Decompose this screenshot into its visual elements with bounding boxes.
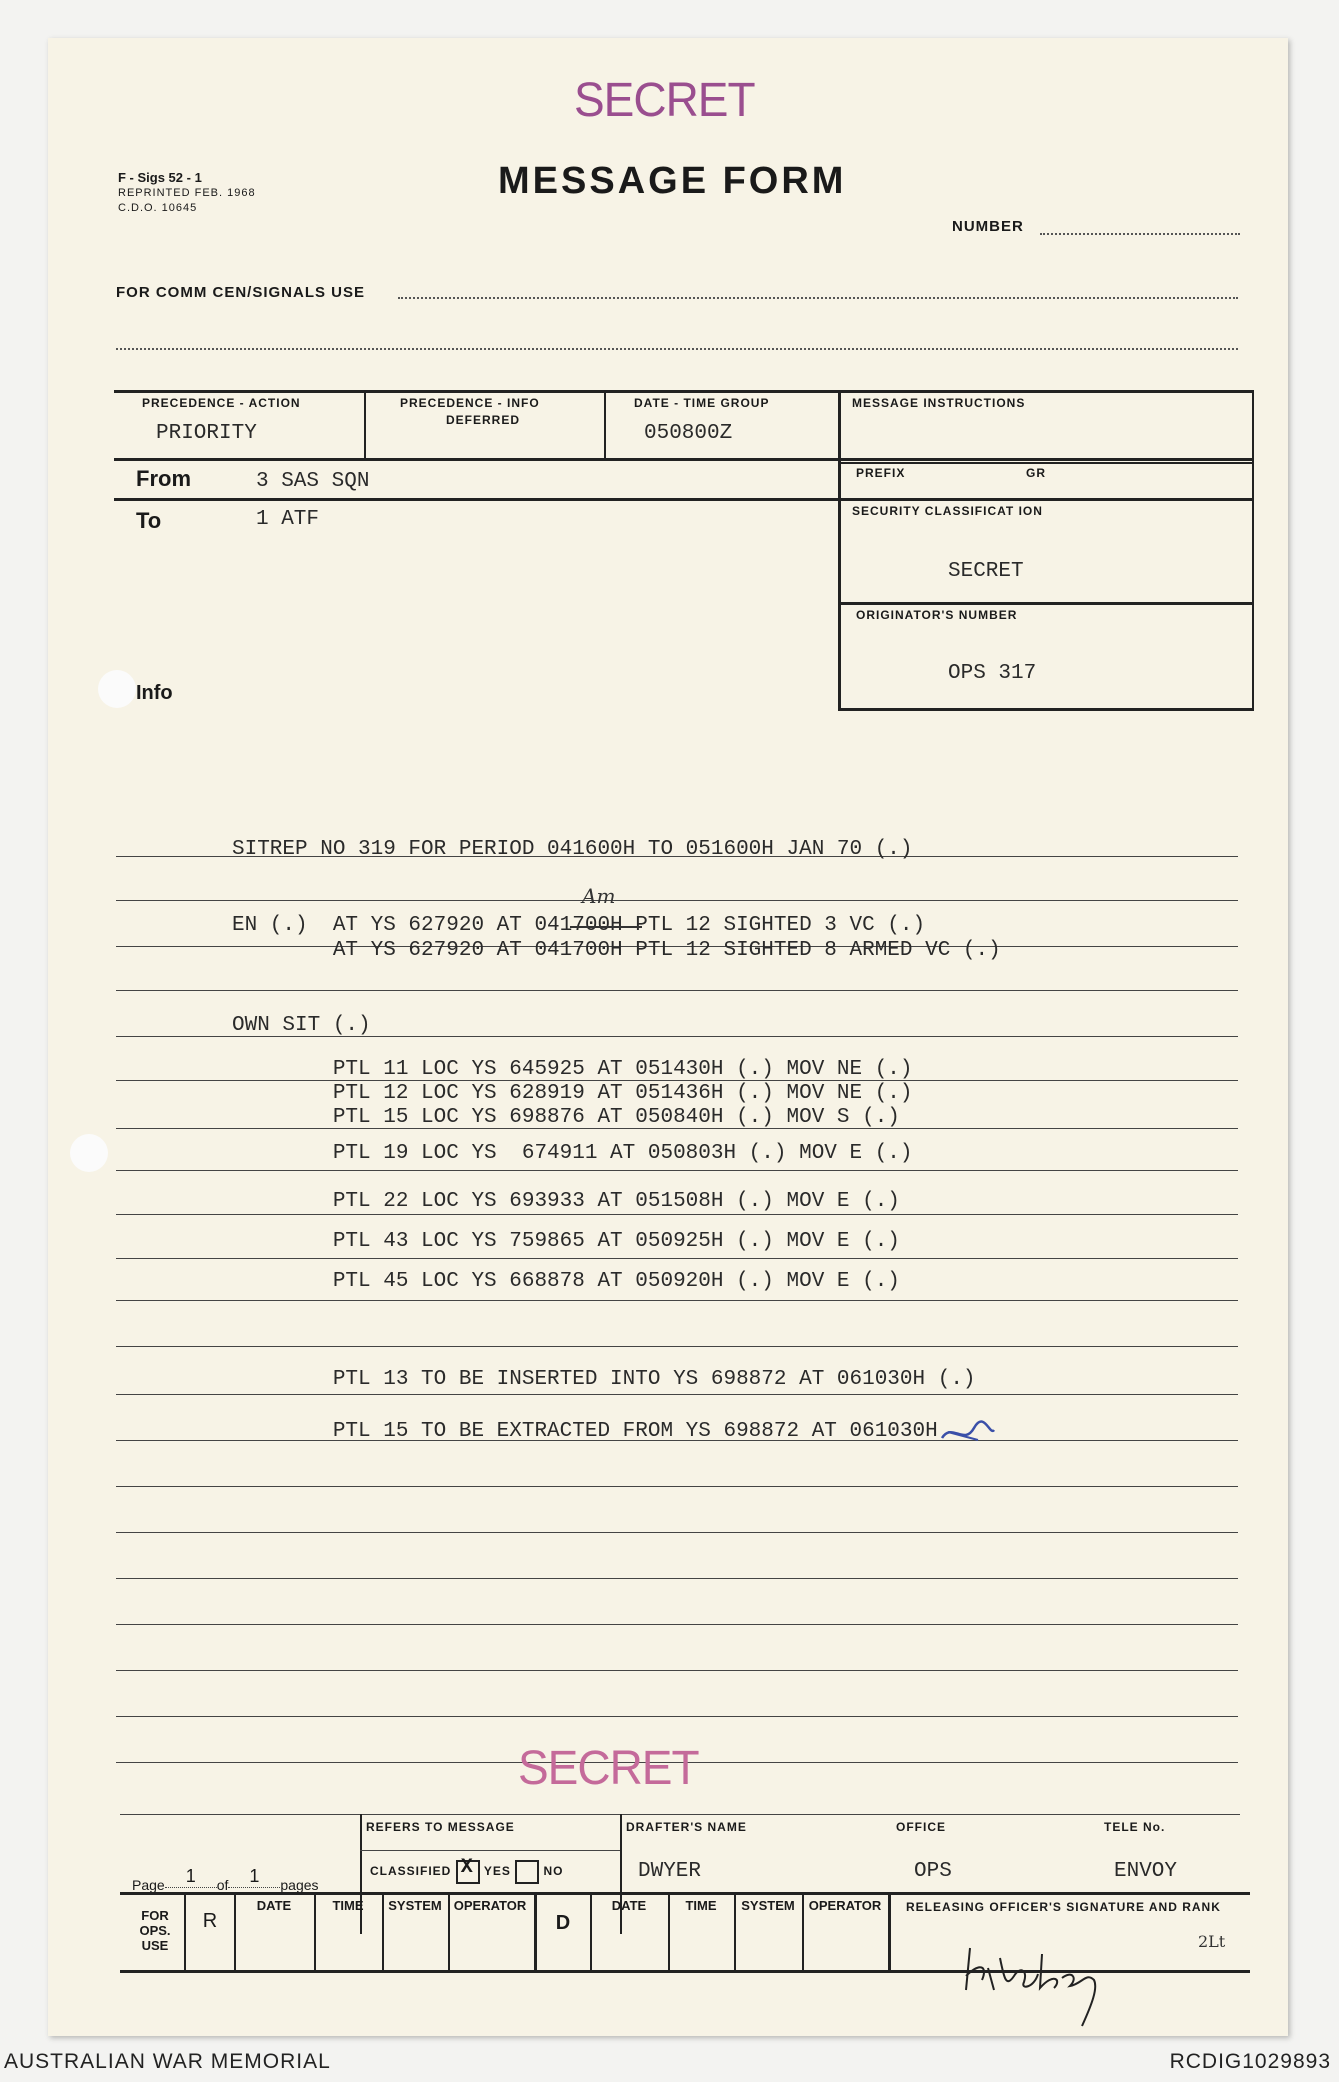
archive-credit-left: AUSTRALIAN WAR MEMORIAL	[4, 2050, 331, 2073]
page-title: MESSAGE FORM	[498, 160, 847, 202]
handwritten-correction: Am	[582, 884, 616, 908]
body-line-ptl-13: PTL 13 TO BE INSERTED INTO YS 698872 AT 061030H (.)	[232, 1368, 976, 1391]
originator-number-value: OPS 317	[948, 662, 1037, 685]
to-value: 1 ATF	[256, 508, 320, 531]
no-label: NO	[543, 1864, 564, 1879]
security-classification-label: SECURITY CLASSIFICAT ION	[852, 504, 1043, 518]
strikethrough-mark	[570, 926, 642, 928]
form-code-line1: F - Sigs 52 - 1	[118, 170, 202, 185]
dtg-value: 050800Z	[644, 422, 733, 445]
classified-label: CLASSIFIED	[370, 1864, 452, 1879]
ruled-line	[116, 1258, 1238, 1259]
ruled-line	[116, 1170, 1238, 1171]
ruled-line	[116, 1346, 1238, 1347]
body-line-ptl-45: PTL 45 LOC YS 668878 AT 050920H (.) MOV E (.)	[232, 1270, 900, 1293]
body-line-ptl-19: PTL 19 LOC YS 674911 AT 050803H (.) MOV E (.)	[232, 1142, 913, 1165]
ruled-line	[116, 1624, 1238, 1625]
tele-no-value: ENVOY	[1114, 1860, 1178, 1883]
comm-cen-label: FOR COMM CEN/SIGNALS USE	[116, 284, 366, 301]
r-system-label: SYSTEM	[388, 1898, 442, 1913]
punch-hole-bottom	[70, 1134, 108, 1172]
body-line-ptl-43: PTL 43 LOC YS 759865 AT 050925H (.) MOV E (.)	[232, 1230, 900, 1253]
tele-no-label: TELE No.	[1104, 1820, 1166, 1834]
form-code-line2: REPRINTED FEB. 1968	[118, 187, 256, 199]
body-line-own-sit: OWN SIT (.)	[232, 1014, 371, 1037]
footer-top-rule	[120, 1814, 1240, 1815]
info-label: Info	[136, 682, 173, 704]
header-right-edge	[1252, 390, 1254, 710]
precedence-info-value: DEFERRED	[446, 413, 521, 427]
comm-cen-field-line	[398, 297, 1238, 299]
d-time-label: TIME	[685, 1898, 717, 1913]
pages-label: pages	[280, 1877, 319, 1893]
ruled-line	[116, 1670, 1238, 1671]
r-operator-label: OPERATOR	[453, 1898, 527, 1913]
to-label: To	[136, 508, 162, 533]
body-line-ptl-12: PTL 12 LOC YS 628919 AT 051436H (.) MOV NE (.)	[232, 1082, 913, 1105]
r-time-label: TIME	[332, 1898, 364, 1913]
from-value: 3 SAS SQN	[256, 470, 370, 493]
secret-stamp-bottom: SECRET	[518, 1739, 699, 1795]
drafters-name-label: DRAFTER'S NAME	[626, 1820, 747, 1834]
footer-divider-refers	[360, 1814, 362, 1934]
header-divider-1	[364, 390, 366, 458]
r-label: R	[202, 1910, 218, 1932]
ops-div-11	[888, 1894, 891, 1970]
precedence-info-label: PRECEDENCE - INFO	[400, 396, 540, 410]
dtg-label: DATE - TIME GROUP	[634, 396, 770, 410]
total-pages-value: 1	[228, 1866, 280, 1888]
punch-hole-top	[98, 670, 136, 708]
d-system-label: SYSTEM	[741, 1898, 795, 1913]
rank-value: 2Lt	[1198, 1932, 1226, 1951]
form-code-line3: C.D.O. 10645	[118, 202, 198, 214]
archive-credit-right: RCDIG1029893	[1169, 2050, 1331, 2073]
gr-label: GR	[1026, 466, 1046, 480]
ops-row-top-rule	[120, 1892, 1250, 1895]
r-date-label: DATE	[256, 1898, 292, 1913]
classified-no-checkbox[interactable]	[515, 1860, 539, 1884]
ruled-line	[116, 1486, 1238, 1487]
header-divider-3	[838, 390, 841, 710]
refers-sub-rule	[360, 1850, 620, 1851]
refers-to-message-label: REFERS TO MESSAGE	[366, 1820, 515, 1834]
precedence-action-label: PRECEDENCE - ACTION	[142, 396, 301, 410]
d-date-label: DATE	[611, 1898, 647, 1913]
ink-scribble-mark	[938, 1418, 998, 1448]
ruled-line	[116, 1394, 1238, 1395]
body-line-ptl-15: PTL 15 LOC YS 698876 AT 050840H (.) MOV S (.)	[232, 1106, 900, 1129]
from-rule	[114, 498, 1254, 501]
originator-rule	[838, 708, 1254, 711]
originator-number-label: ORIGINATOR'S NUMBER	[856, 608, 1018, 622]
body-line-ptl-11: PTL 11 LOC YS 645925 AT 051430H (.) MOV NE (.)	[232, 1058, 913, 1081]
body-line-sitrep: SITREP NO 319 FOR PERIOD 041600H TO 051600H JAN 70 (.)	[232, 838, 913, 861]
footer-divider-drafter	[620, 1814, 622, 1934]
header-mid-rule-2	[838, 462, 1254, 464]
message-form-sheet	[48, 38, 1288, 2036]
office-value: OPS	[914, 1860, 952, 1883]
precedence-action-value: PRIORITY	[156, 422, 257, 445]
drafters-name-value: DWYER	[638, 1860, 702, 1883]
for-ops-use-label: FOR OPS. USE	[139, 1908, 171, 1953]
security-classification-value: SECRET	[948, 560, 1024, 583]
body-line-ptl-22: PTL 22 LOC YS 693933 AT 051508H (.) MOV E (.)	[232, 1190, 900, 1213]
ruled-line	[116, 1214, 1238, 1215]
header-mid-rule	[114, 458, 1254, 461]
ruled-line	[116, 1578, 1238, 1579]
page-number-value: 1	[165, 1866, 217, 1888]
yes-label: YES	[483, 1864, 511, 1879]
number-field-line	[1040, 233, 1240, 235]
message-instructions-label: MESSAGE INSTRUCTIONS	[852, 396, 1026, 410]
comm-cen-field-line-2	[116, 348, 1238, 350]
d-label: D	[555, 1912, 571, 1934]
ops-div-1	[184, 1894, 186, 1970]
body-line-ptl-15-extract: PTL 15 TO BE EXTRACTED FROM YS 698872 AT 061030H	[232, 1420, 938, 1443]
ruled-line	[116, 1300, 1238, 1301]
security-rule	[838, 602, 1254, 605]
body-line-en-1: EN (.) AT YS 627920 AT 041700H PTL 12 SIGHTED 3 VC (.)	[232, 914, 926, 937]
header-top-rule	[114, 390, 1254, 393]
header-divider-2	[604, 390, 606, 458]
releasing-officer-label: RELEASING OFFICER'S SIGNATURE AND RANK	[906, 1900, 1221, 1914]
body-line-en-2: AT YS 627920 AT 041700H PTL 12 SIGHTED 8 ARMED VC (.)	[232, 939, 1001, 962]
officer-signature	[958, 1918, 1158, 2028]
ops-div-6	[534, 1894, 537, 1970]
ruled-line	[116, 1716, 1238, 1717]
ruled-line	[116, 1532, 1238, 1533]
classified-yes-checkbox[interactable]	[456, 1860, 480, 1884]
number-label: NUMBER	[952, 218, 1024, 235]
of-label: of	[216, 1877, 229, 1893]
prefix-label: PREFIX	[856, 466, 906, 480]
page-label: Page	[132, 1877, 165, 1893]
classified-row	[370, 1860, 564, 1884]
ruled-line	[116, 900, 1238, 901]
ruled-line	[116, 990, 1238, 991]
d-operator-label: OPERATOR	[808, 1898, 882, 1913]
from-label: From	[136, 466, 191, 491]
secret-stamp-top: SECRET	[574, 71, 755, 127]
office-label: OFFICE	[896, 1820, 946, 1834]
